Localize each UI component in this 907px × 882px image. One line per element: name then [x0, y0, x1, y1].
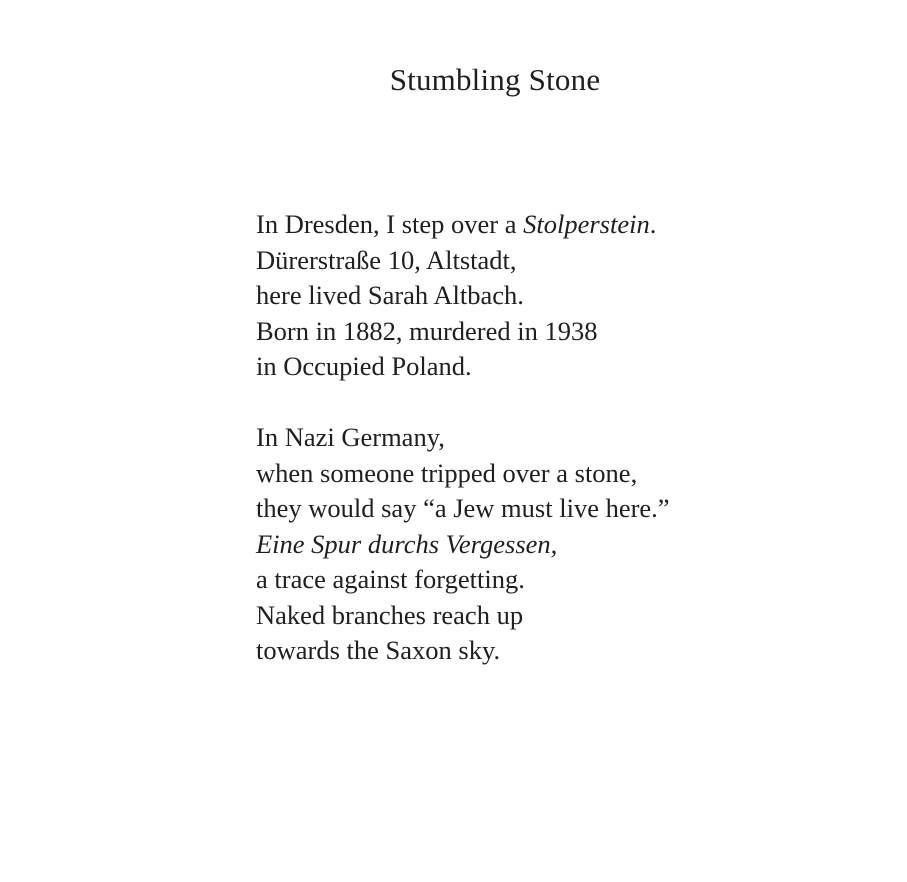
poem-line	[256, 207, 876, 243]
poem-line-text: In Dresden, I step over a	[256, 209, 524, 239]
poem-line: In Nazi Germany,	[256, 422, 445, 452]
poem-body	[256, 207, 876, 669]
poem-line: a trace against forgetting.	[256, 564, 525, 594]
stanza-2	[256, 420, 876, 669]
poem-line: towards the Saxon sky.	[256, 635, 501, 665]
italic-term-stolperstein: Stolperstein	[523, 209, 650, 239]
poem-line: in Occupied Poland.	[256, 351, 472, 381]
poem-line: Dürerstraße 10, Altstadt,	[256, 244, 517, 275]
poem-line: Naked branches reach up	[256, 599, 524, 630]
stanza-1	[256, 207, 876, 385]
poem-line: they would say “a Jew must live here.”	[256, 493, 670, 523]
poem-line: Born in 1882, murdered in 1938	[256, 315, 598, 346]
poem-title: Stumbling Stone	[389, 62, 601, 97]
poem-line: when someone tripped over a stone,	[256, 457, 638, 488]
poem-line: here lived Sarah Altbach.	[256, 280, 524, 310]
poem-line-italic: Eine Spur durchs Vergessen,	[256, 528, 558, 559]
poem-line-punct: .	[649, 209, 657, 239]
